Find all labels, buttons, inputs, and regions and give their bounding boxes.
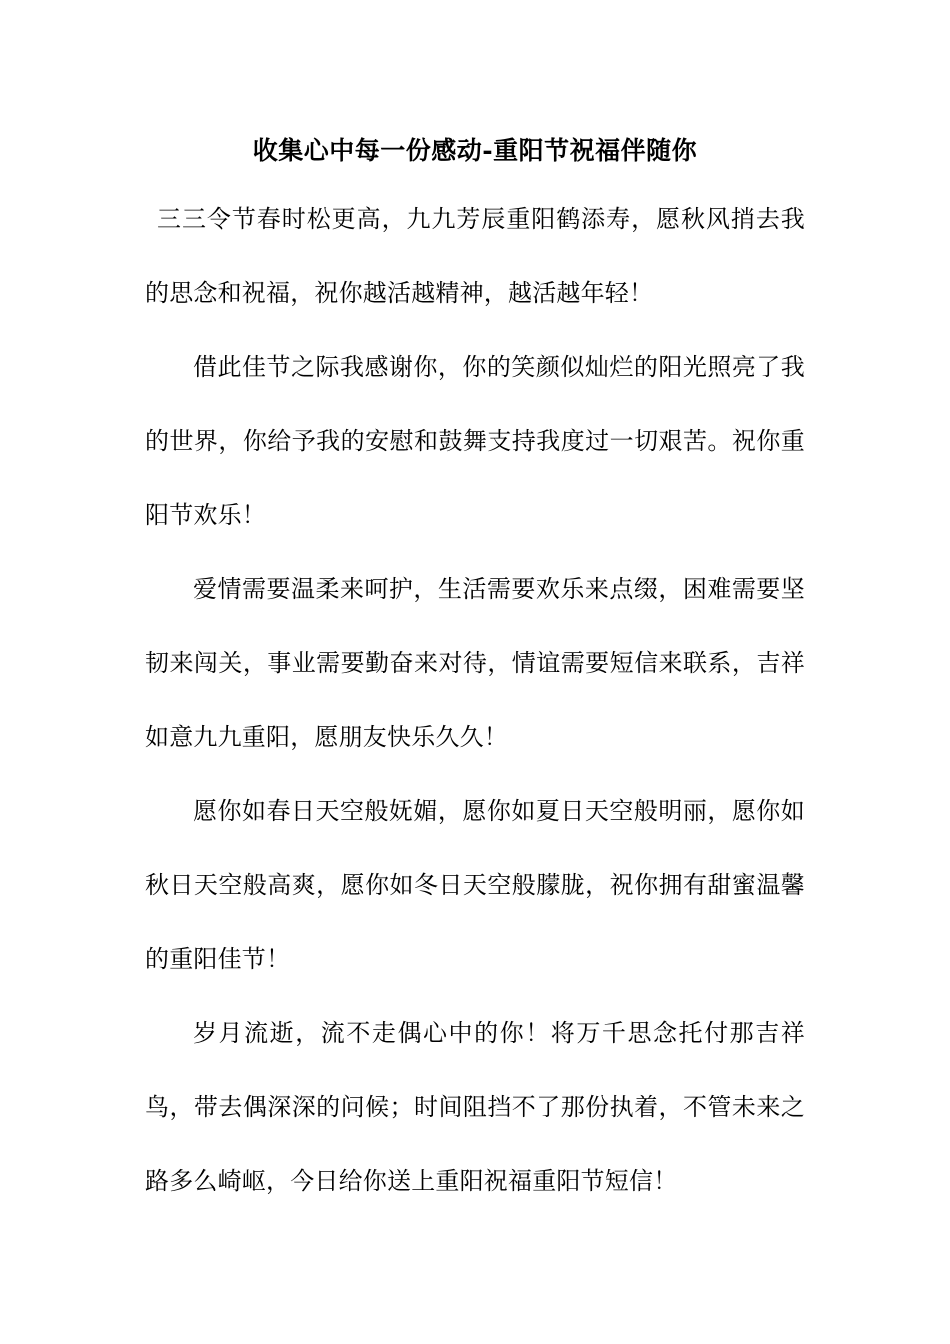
paragraph-4: 愿你如春日天空般妩媚，愿你如夏日天空般明丽，愿你如秋日天空般高爽，愿你如冬日天空般朦胧，祝你拥有甜蜜温馨的重阳佳节！ <box>145 797 805 973</box>
paragraph-5: 岁月流逝，流不走偶心中的你！将万千思念托付那吉祥鸟，带去偶深深的问候；时间阻挡不了那份执着，不管未来之路多么崎岖，今日给你送上重阳祝福重阳节短信！ <box>145 1019 805 1195</box>
paragraph-2: 借此佳节之际我感谢你，你的笑颜似灿烂的阳光照亮了我的世界，你给予我的安慰和鼓舞支持我度过一切艰苦。祝你重阳节欢乐！ <box>145 353 805 529</box>
paragraph-1: 三三令节春时松更高，九九芳辰重阳鹤添寿，愿秋风捎去我的思念和祝福，祝你越活越精神，越活越年轻！ <box>145 205 805 307</box>
document-title: 收集心中每一份感动-重阳节祝福伴随你 <box>252 136 698 165</box>
paragraph-3: 爱情需要温柔来呵护，生活需要欢乐来点缀，困难需要坚韧来闯关，事业需要勤奋来对待，情谊需要短信来联系，吉祥如意九九重阳，愿朋友快乐久久！ <box>145 575 805 751</box>
document-body <box>145 182 805 1218</box>
